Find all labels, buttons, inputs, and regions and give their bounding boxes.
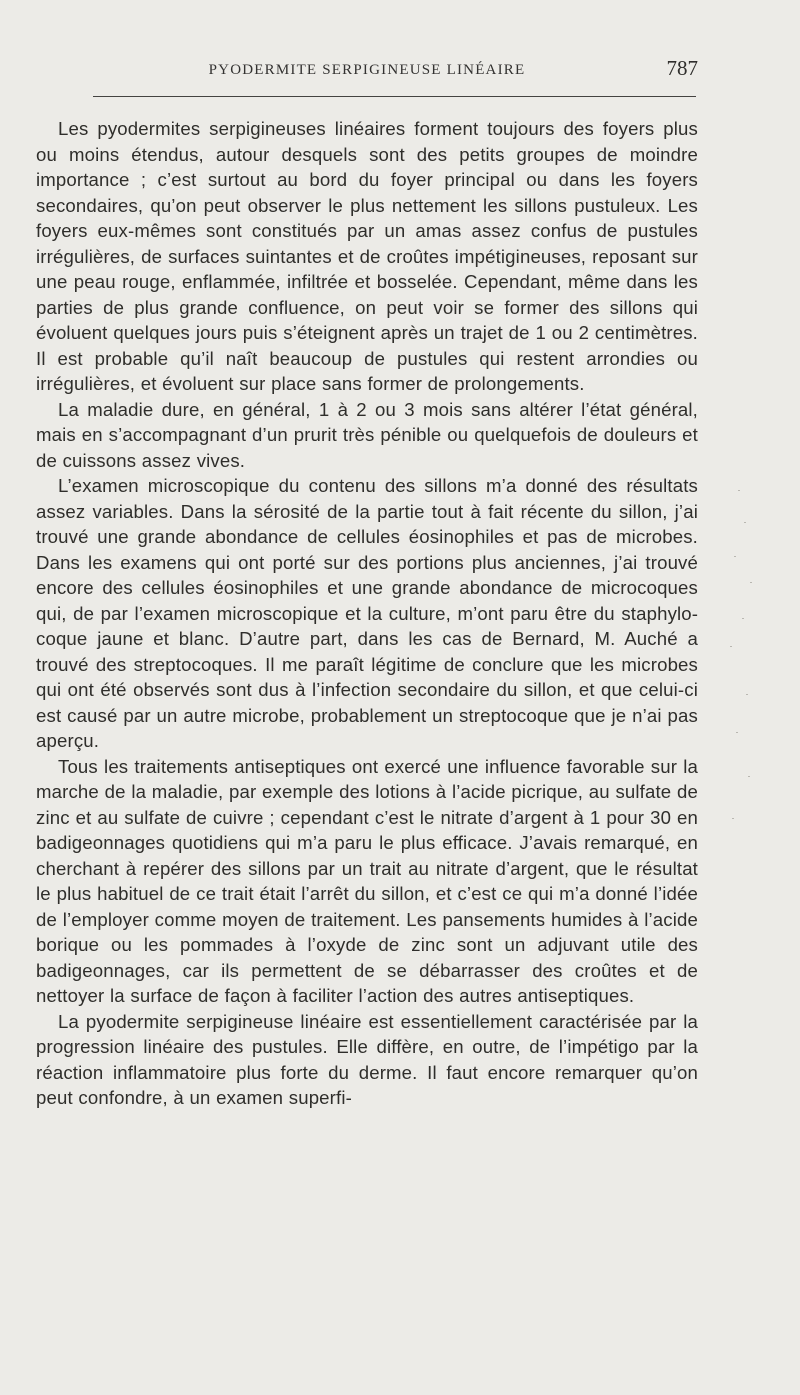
paragraph-5: La pyodermite serpigineuse linéaire est essentiellement caractérisée par la progression linéaire des pustules. Elle diffère, en outre, de l’impétigo par la réaction inflammatoire plus forte du derme. Il faut encore remarquer qu’on peut confondre, à un examen superfi-	[36, 1010, 698, 1108]
paragraph-3: L’examen microscopique du contenu des sillons m’a donné des résultats assez variables. Dans la sérosité de la partie tout à fait récente du sillon, j’ai trouvé une grande abondance de cellules éosinophiles et pas de microbes. Dans les examens qui ont porté sur des portions plus anciennes, j’ai trouvé encore des cellules éosinophiles et une grande abondance de microcoques qui, de par l’examen microscopique et la culture, m’ont paru être du staphylocoque jaune et blanc. D’autre part, dans les cas de Bernard, M. Auché a trouvé des streptocoques. Il me paraît légitime de conclure que les microbes qui ont été observés sont dus à l’infection secondaire du sillon, et que celui-ci est causé par un autre microbe, probablement un streptocoque que je n’ai pas aperçu.	[36, 475, 698, 751]
running-title: PYODERMITE SERPIGINEUSE LINÉAIRE	[208, 62, 526, 78]
paragraph-2: La maladie dure, en général, 1 à 2 ou 3 mois sans altérer l’état général, mais en s’accompagnant d’un prurit très pénible ou quelquefois de douleurs et de cuissons assez vives.	[36, 398, 698, 471]
paragraph-1: Les pyodermites serpigineuses linéaires forment toujours des foyers plus ou moins étendus, autour desquels sont des petits groupes de moindre importance ; c’est surtout au bord du foyer principal ou dans les foyers secondaires, qu’on peut observer le plus nettement les sillons pustuleux. Les foyers eux-mêmes sont constitués par un amas assez confus de pustules irrégulières, de surfaces suintantes et de croûtes impétigineuses, reposant sur une peau rouge, enflammée, infiltrée et bosselée. Cependant, même dans les parties de plus grande confluence, on peut voir se former des sillons qui évoluent quelques jours puis s’éteignent après un trajet de 1 ou 2 centimètres. Il est probable qu’il naît beaucoup de pustules qui restent arrondies ou irrégulières, et évoluent sur place sans former de prolongements.	[36, 118, 698, 394]
paragraph-4: Tous les traitements antiseptiques ont exercé une influence favorable sur la marche de la maladie, par exemple des lotions à l’acide picrique, au sulfate de zinc et au sulfate de cuivre ; cependant c’est le nitrate d’argent à 1 pour 30 en badigeonnages quotidiens qui m’a paru le plus efficace. J’avais remarqué, en cherchant à repérer des sillons par un trait au nitrate d’argent, que le résultat le plus habituel de ce trait était l’arrêt du sillon, et c’est ce qui m’a donné l’idée de l’employer comme moyen de traitement. Les pansements humides à l’acide borique ou les pommades à l’oxyde de zinc sont un adjuvant utile des badigeonnages, car ils permettent de se débarrasser des croûtes et de nettoyer la surface de façon à faciliter l’action des autres antiseptiques.	[36, 755, 698, 1006]
paper-specks	[720, 470, 800, 870]
page-header	[36, 52, 698, 92]
header-rule	[93, 96, 696, 97]
body-text	[36, 116, 698, 1111]
page-number: 787	[666, 56, 698, 80]
